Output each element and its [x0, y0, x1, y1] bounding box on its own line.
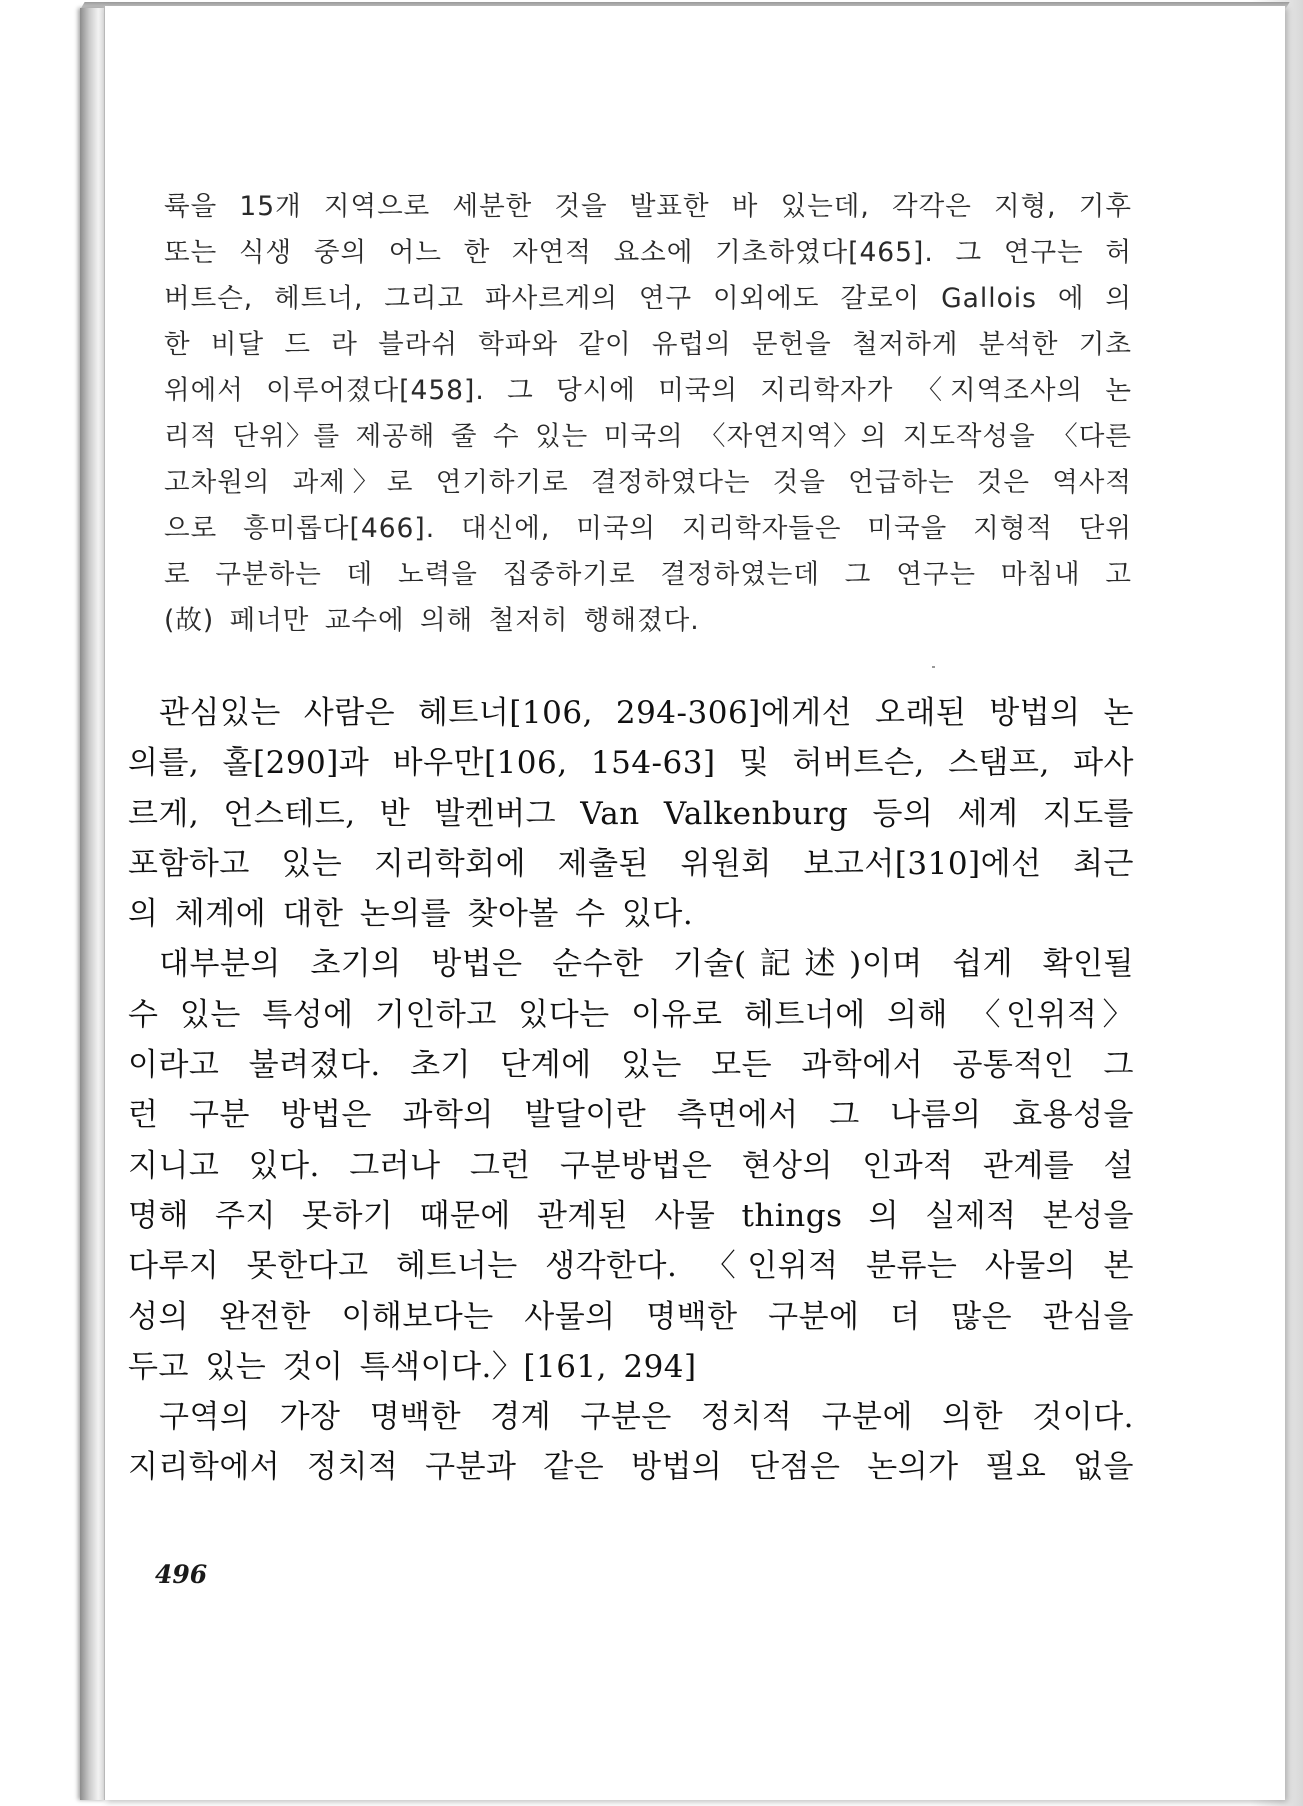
paragraph-2-line: 런 구분 방법은 과학의 발달이란 측면에서 그 나름의 효용성을: [128, 1097, 1134, 1134]
paragraph-3-line: 구역의 가장 명백한 경계 구분은 정치적 구분에 의한 것이다.: [159, 1399, 1134, 1436]
paragraph-1-line: 르게, 언스테드, 반 발켄버그 Van Valkenburg 등의 세계 지도를: [128, 795, 1134, 832]
paragraph-3-line: 지리학에서 정치적 구분과 같은 방법의 단점은 논의가 필요 없을: [128, 1449, 1134, 1486]
quote-line: 한 비달 드 라 블라쉬 학파와 같이 유럽의 문헌을 철저하게 분석한 기초: [164, 329, 1132, 360]
quote-line: 또는 식생 중의 어느 한 자연적 요소에 기초하였다[465]. 그 연구는 허: [164, 237, 1132, 268]
quote-line: 버트슨, 헤트너, 그리고 파사르게의 연구 이외에도 갈로이 Gallois 에 의: [164, 283, 1132, 314]
paragraph-2-line: 두고 있는 것이 특색이다.〉[161, 294]: [128, 1348, 697, 1385]
quote-line: 위에서 이루어졌다[458]. 그 당시에 미국의 지리학자가 〈지역조사의 논: [164, 375, 1132, 406]
body-text: [128, 688, 1134, 1493]
quote-line: 리적 단위〉를 제공해 줄 수 있는 미국의 〈자연지역〉의 지도작성을 〈다른: [164, 421, 1132, 452]
paragraph-2-line: 지니고 있다. 그러나 그런 구분방법은 현상의 인과적 관계를 설: [128, 1147, 1134, 1184]
page-edge-stack: [80, 8, 106, 1800]
paragraph-1-line: 포함하고 있는 지리학회에 제출된 위원회 보고서[310]에선 최근: [128, 845, 1134, 882]
quoted-passage: [164, 184, 1132, 644]
paragraph-2-line: 성의 완전한 이해보다는 사물의 명백한 구분에 더 많은 관심을: [128, 1298, 1134, 1335]
paragraph-2-line: 이라고 불려졌다. 초기 단계에 있는 모든 과학에서 공통적인 그: [128, 1047, 1134, 1084]
paragraph-1-line: 의 체계에 대한 논의를 찾아볼 수 있다.: [128, 896, 694, 933]
paragraph-2-line: 대부분의 초기의 방법은 순수한 기술(記述)이며 쉽게 확인될: [159, 946, 1134, 983]
paragraph-1-line: 의를, 홀[290]과 바우만[106, 154-63] 및 허버트슨, 스탬프, 파사: [128, 745, 1134, 782]
paragraph-2-line: 다루지 못한다고 헤트너는 생각한다. 〈인위적 분류는 사물의 본: [128, 1248, 1134, 1285]
paragraph-1-line: 관심있는 사람은 헤트너[106, 294-306]에게선 오래된 방법의 논: [159, 695, 1134, 731]
quote-line: 로 구분하는 데 노력을 집중하기로 결정하였는데 그 연구는 마침내 고: [164, 559, 1132, 590]
quote-line: 고차원의 과제〉로 연기하기로 결정하였다는 것을 언급하는 것은 역사적: [164, 467, 1132, 498]
quote-line: 륙을 15개 지역으로 세분한 것을 발표한 바 있는데, 각각은 지형, 기후: [164, 191, 1132, 222]
paragraph-2-line: 명해 주지 못하기 때문에 관계된 사물 things 의 실제적 본성을: [128, 1197, 1134, 1234]
paragraph-2-line: 수 있는 특성에 기인하고 있다는 이유로 헤트너에 의해 〈인위적〉: [128, 996, 1134, 1033]
quote-line: 으로 흥미롭다[466]. 대신에, 미국의 지리학자들은 미국을 지형적 단위: [164, 513, 1132, 544]
scan-speck: [932, 666, 935, 668]
quote-line: (故) 페너만 교수에 의해 철저히 행해졌다.: [164, 605, 700, 636]
page-number: 496: [155, 1560, 208, 1589]
